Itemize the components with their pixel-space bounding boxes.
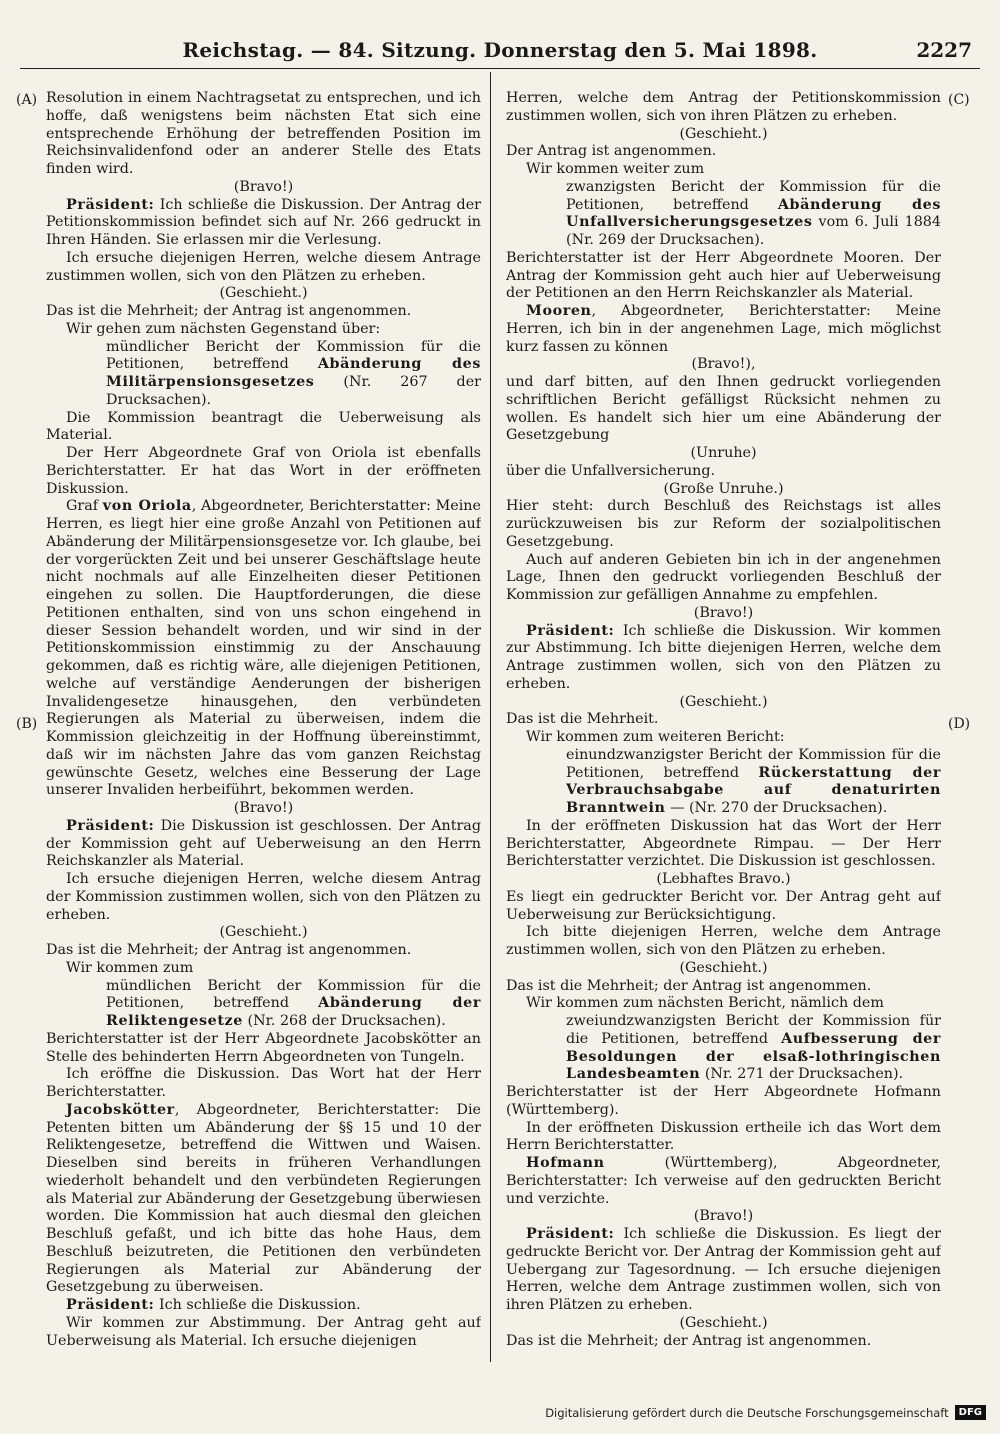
speaker-name: von Oriola [102, 498, 192, 515]
paragraph: Das ist die Mehrheit; der Antrag ist angenommen. [46, 303, 412, 319]
interjection: (Bravo!) [233, 178, 294, 195]
agenda-item [506, 179, 941, 250]
paragraph: Wir kommen zum [66, 959, 194, 976]
speech-text: Ich schließe die Diskussion. Wir kommen zur Abstimmung. Ich bitte diejenigen Herren, welche dem Antrage zustimmen wollen, sich von den Plätzen zu erheben. [506, 622, 941, 692]
paragraph: In der eröffneten Diskussion ertheile ich das Wort dem Herrn Berichterstatter. [506, 1119, 941, 1154]
speaker-name: Präsident: [526, 622, 615, 639]
agenda-subject: Aufbesserung der Besoldungen der elsaß-lothringischen Landesbeamten [566, 1030, 941, 1083]
margin-marker-b: (B) [16, 716, 38, 732]
paragraph [46, 1102, 481, 1297]
page-number: 2227 [916, 38, 972, 62]
paragraph: Es liegt ein gedruckter Bericht vor. Der Antrag geht auf Ueberweisung zur Berücksichtigung. [506, 888, 941, 923]
column-divider [490, 72, 491, 1362]
paragraph: über die Unfallversicherung. [506, 462, 716, 479]
agenda-reference: (Nr. 267 der Drucksachen). [106, 374, 481, 408]
speaker-name: Präsident: [66, 196, 155, 213]
paragraph: Wir gehen zum nächsten Gegenstand über: [66, 320, 381, 337]
agenda-subject: Rückerstattung der Verbrauchsabgabe auf denaturirten Branntwein [566, 764, 941, 816]
interjection: (Bravo!) [693, 1208, 754, 1225]
speech-text: Ich schließe die Diskussion. Der Antrag der Petitionskommission befindet sich auf Nr. 266 gedruckt in Ihren Händen. Sie erlassen mir die Verlesung. [46, 196, 481, 248]
speech-text: , Abgeordneter, Berichterstatter: Die Petenten bitten um Abänderung der §§ 15 und 10 der Reliktengesetze, betreffend die Wittwen und Waisen. Dieselben sind bereits in früheren Verhandlungen wiederholt behandelt und den verbündeten Regierungen als Material zur Abänderung der Gesetzgebung überwiesen worden. Die Kommission hat auch diesmal den gleichen Beschluß gefaßt, und ich bitte das hohe Haus, dem Beschluß beizutreten, die Petitionen den verbündeten Regierungen als Material zur Abänderung der Gesetzgebung zu überweisen. [46, 1101, 481, 1296]
speech-text: Graf [66, 498, 103, 515]
margin-marker-a: (A) [16, 92, 38, 108]
paragraph: Berichterstatter ist der Herr Abgeordnete Mooren. Der Antrag der Kommission geht auch hier auf Ueberweisung der Petitionen an den Herrn Reichskanzler als Material. [506, 249, 941, 302]
paragraph [46, 1297, 481, 1315]
speaker-name: Präsident: [526, 1226, 615, 1242]
agenda-subject: Abänderung der Reliktengesetze [106, 995, 481, 1029]
paragraph: Der Herr Abgeordnete Graf von Oriola ist ebenfalls Berichterstatter. Er hat das Wort in der eröffneten Diskussion. [46, 445, 481, 497]
paragraph: Wir kommen zum weiteren Bericht: [526, 729, 785, 745]
paragraph: Resolution in einem Nachtragsetat zu entsprechen, und ich hoffe, daß wenigstens beim nächsten Etat sich eine entsprechende Erhöhung der betreffenden Position im Reichsinvalidenfond oder an anderer Stelle des Etats finden wird. [46, 90, 481, 177]
paragraph: Hier steht: durch Beschluß des Reichstags ist alles zurückzuweisen bis zur Reform der sozialpolitischen Gesetzgebung. [506, 498, 941, 550]
paragraph: Berichterstatter ist der Herr Abgeordnete Jacobskötter an Stelle des behinderten Herrn Abgeordneten von Tungeln. [46, 1030, 481, 1065]
interjection: (Geschieht.) [679, 125, 768, 142]
paragraph: Wir kommen weiter zum [526, 161, 705, 177]
speaker-name: Präsident: [66, 817, 155, 834]
interjection: (Geschieht.) [219, 285, 308, 302]
paragraph: Ich ersuche diejenigen Herren, welche diesem Antrage zustimmen wollen, sich von den Plätzen zu erheben. [46, 249, 481, 284]
speech-text: Ich schließe die Diskussion. [154, 1297, 361, 1313]
credit-text: Digitalisierung gefördert durch die Deutsche Forschungsgemeinschaft [545, 1405, 949, 1420]
paragraph [46, 498, 481, 800]
speech-text: , Abgeordneter, Berichterstatter: Meine Herren, es liegt hier eine große Anzahl von Petitionen auf Abänderung der Militärpensionsgesetze vor. Ich glaube, bei der vorgerückten Zeit und bei unserer Geschäftslage heute nicht nochmals auf alle Einzelheiten dieser Petitionen eingehen zu sollen. Die Hauptforderungen, die diese Petitionen enthalten, sind von uns schon eingehend in dieser Session behandelt worden, und wir sind in der Petitionskommission einstimmig zu der Anschauung gekommen, daß es richtig wäre, alle diejenigen Petitionen, welche auf verständige Aenderungen der bisherigen Invalidengesetze hinausgehen, den verbündeten Regierungen als Material zu überweisen, indem die Kommission gleichzeitig in der Hoffnung übereinstimmt, daß wir im nächsten Jahre das vom ganzen Reichstag gewünschte Gesetz, welches eine Besserung der Lage unserer Invaliden herbeiführt, bekommen werden. [46, 498, 481, 799]
paragraph: Das ist die Mehrheit. [506, 711, 659, 728]
agenda-text: mündlicher Bericht der Kommission für die Petitionen, betreffend [106, 338, 481, 373]
interjection: (Bravo!) [693, 604, 754, 621]
interjection: (Geschieht.) [679, 1314, 768, 1331]
agenda-reference: vom 6. Juli 1884 (Nr. 269 der Drucksachen). [566, 214, 941, 248]
agenda-text: einundzwanzigster Bericht der Kommission für die Petitionen, betreffend [566, 746, 941, 781]
paragraph: Auch auf anderen Gebieten bin ich in der angenehmen Lage, Ihnen den gedruckt vorliegenden Beschluß der Kommission zur gefälligen Annahme zu empfehlen. [506, 551, 941, 603]
agenda-text: zwanzigsten Bericht der Kommission für die Petitionen, betreffend [566, 178, 941, 213]
agenda-text: zweiundzwanzigsten Bericht der Kommission für die Petitionen, betreffend [566, 1013, 941, 1047]
speaker-name: Präsident: [66, 1297, 155, 1313]
running-title: Reichstag. — 84. Sitzung. Donnerstag den 5. Mai 1898. [182, 38, 818, 62]
speaker-name: Jacobskötter [66, 1101, 175, 1118]
interjection: (Lebhaftes Bravo.) [656, 871, 791, 887]
interjection: (Bravo!), [691, 356, 756, 373]
paragraph: und darf bitten, auf den Ihnen gedruckt vorliegenden schriftlichen Bericht gefälligst Rücksicht nehmen zu wollen. Es handelt sich hier um eine Abänderung der Gesetzgebung [506, 374, 941, 444]
paragraph: Herren, welche dem Antrag der Petitionskommission zustimmen wollen, sich von ihren Plätzen zu erheben. [506, 90, 941, 124]
paragraph: Das ist die Mehrheit; der Antrag ist angenommen. [506, 977, 872, 994]
paragraph: Wir kommen zur Abstimmung. Der Antrag geht auf Ueberweisung als Material. Ich ersuche diejenigen [46, 1314, 481, 1349]
paragraph: Ich bitte diejenigen Herren, welche dem Antrage zustimmen wollen, sich von den Plätzen zu erheben. [506, 924, 941, 958]
interjection: (Unruhe) [690, 445, 757, 461]
agenda-reference: (Nr. 271 der Drucksachen). [700, 1066, 904, 1083]
paragraph: In der eröffneten Diskussion hat das Wort der Herr Berichterstatter, Abgeordnete Rimpau. — Der Herr Berichterstatter verzichtet. Die Diskussion ist geschlossen. [506, 817, 941, 870]
right-column [506, 90, 941, 1360]
agenda-reference: — (Nr. 270 der Drucksachen). [665, 800, 888, 816]
speech-text: , Abgeordneter, Berichterstatter: Meine Herren, ich bin in der angenehmen Lage, mich möglichst kurz fassen zu können [506, 303, 941, 355]
interjection: (Geschieht.) [219, 924, 308, 941]
paragraph: Ich ersuche diejenigen Herren, welche diesem Antrag der Kommission zustimmen wollen, sich von den Plätzen zu erheben. [46, 871, 481, 923]
agenda-text: mündlichen Bericht der Kommission für die Petitionen, betreffend [106, 977, 481, 1012]
agenda-reference: (Nr. 268 der Drucksachen). [242, 1013, 446, 1029]
digitization-credit [545, 1405, 986, 1420]
paragraph: Das ist die Mehrheit; der Antrag ist angenommen. [506, 1332, 872, 1349]
paragraph: Wir kommen zum nächsten Bericht, nämlich dem [526, 995, 884, 1012]
speech-text: Die Diskussion ist geschlossen. Der Antrag der Kommission geht auf Ueberweisung an den Herrn Reichskanzler als Material. [46, 817, 481, 870]
speech-text: Ich schließe die Diskussion. Es liegt der gedruckte Bericht vor. Der Antrag der Kommission geht auf Uebergang zur Tagesordnung. — Ich ersuche diejenigen Herren, welche dem Antrage zustimmen wollen, sich von ihren Plätzen zu erheben. [506, 1226, 941, 1313]
agenda-subject: Abänderung des Unfallversicherungsgesetzes [566, 196, 941, 231]
interjection: (Geschieht.) [679, 959, 768, 976]
speaker-name: Mooren [526, 303, 592, 319]
agenda-item [506, 747, 941, 818]
paragraph [506, 623, 941, 694]
agenda-item [506, 1013, 941, 1084]
interjection: (Große Unruhe.) [663, 480, 784, 497]
interjection: (Bravo!) [233, 800, 294, 816]
dfg-logo: DFG [955, 1405, 986, 1420]
paragraph: Berichterstatter ist der Herr Abgeordnete Hofmann (Württemberg). [506, 1084, 941, 1118]
agenda-item [46, 978, 481, 1031]
paragraph: Der Antrag ist angenommen. [506, 143, 717, 160]
agenda-item [46, 339, 481, 410]
paragraph [506, 1155, 941, 1208]
paragraph [506, 303, 941, 356]
paragraph: Ich eröffne die Diskussion. Das Wort hat der Herr Berichterstatter. [46, 1066, 481, 1100]
paragraph [506, 1226, 941, 1315]
margin-marker-d: (D) [948, 716, 971, 732]
margin-marker-c: (C) [948, 92, 970, 108]
paragraph [46, 818, 481, 871]
paragraph: Das ist die Mehrheit; der Antrag ist angenommen. [46, 942, 412, 958]
paragraph [46, 197, 481, 250]
speaker-name: Hofmann [526, 1155, 605, 1171]
paragraph: Die Kommission beantragt die Ueberweisung als Material. [46, 409, 481, 444]
speech-text: (Württemberg), Abgeordneter, Berichterstatter: Ich verweise auf den gedruckten Bericht und verzichte. [506, 1155, 941, 1207]
left-column [46, 90, 481, 1360]
agenda-subject: Abänderung des Militärpensionsgesetzes [106, 356, 481, 390]
page-header [20, 34, 980, 69]
interjection: (Geschieht.) [679, 693, 768, 710]
